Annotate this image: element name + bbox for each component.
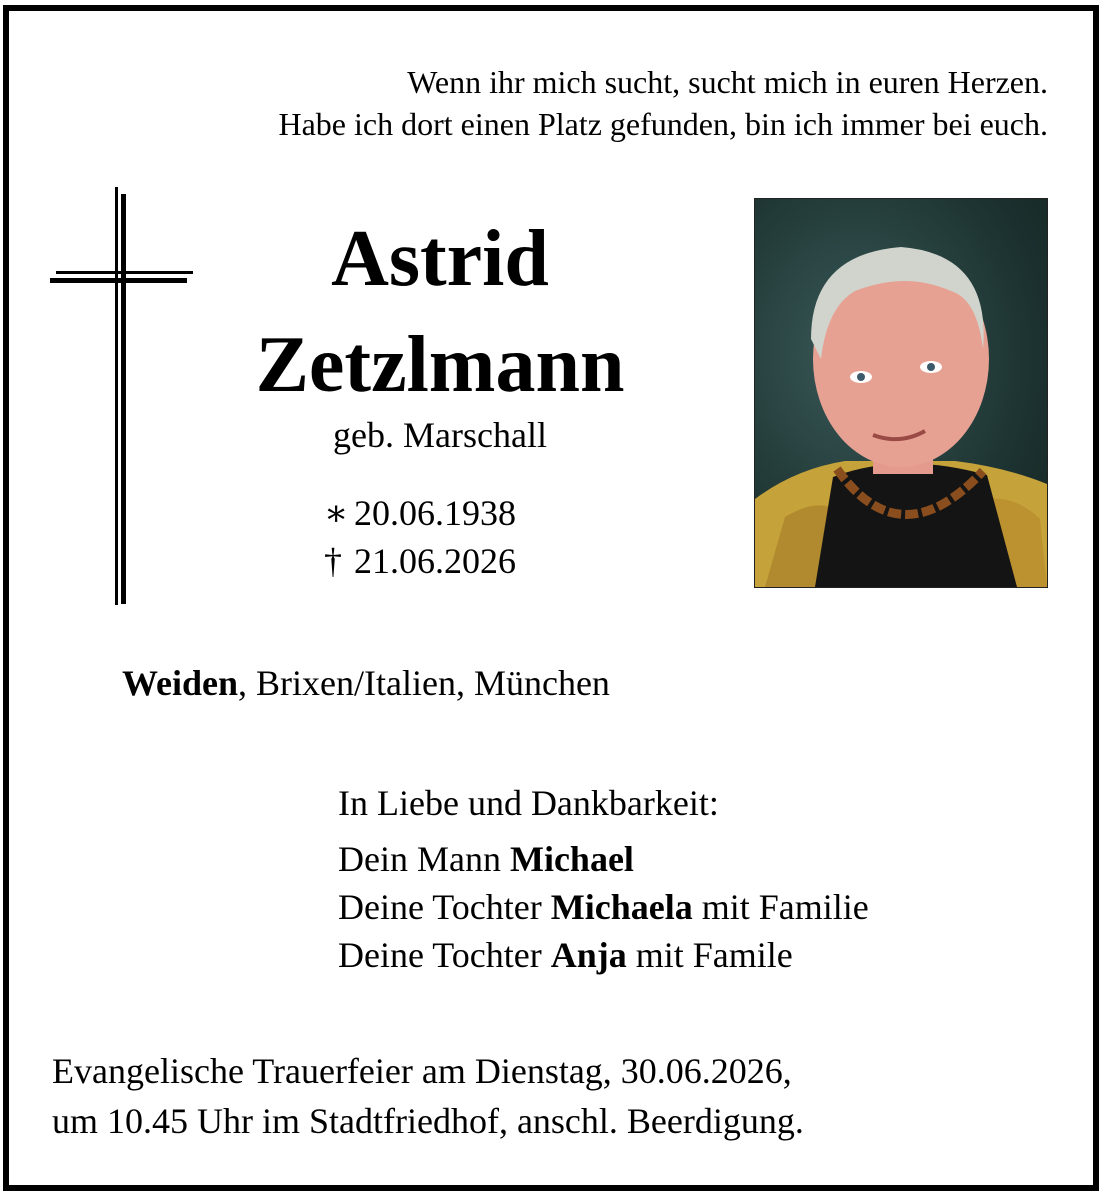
mourner-relation: Dein Mann: [338, 839, 510, 879]
dagger-icon: †: [324, 541, 342, 581]
birth-date-line: [324, 492, 516, 534]
mourner-name: Anja: [550, 935, 627, 975]
place-others: , Brixen/Italien, München: [238, 663, 610, 703]
quote-line-1: Wenn ihr mich sucht, sucht mich in euren Herzen.: [407, 64, 1048, 100]
mourner-name: Michaela: [550, 887, 693, 927]
last-name: Zetzlmann: [255, 321, 625, 409]
mourner-suffix: mit Familie: [692, 887, 869, 927]
death-date-line: [324, 540, 516, 582]
funeral-line-1: Evangelische Trauerfeier am Dienstag, 30.06.2026,: [52, 1051, 792, 1091]
birth-date: 20.06.1938: [354, 493, 516, 533]
mourner-line: [338, 836, 634, 882]
cross-vertical-thick: [121, 194, 126, 604]
mourner-line: [338, 884, 869, 930]
mourner-relation: Deine Tochter: [338, 935, 551, 975]
death-date: 21.06.2026: [354, 541, 516, 581]
mourner-suffix: mit Famile: [626, 935, 793, 975]
portrait-illustration: [755, 199, 1047, 587]
portrait-photo: [754, 198, 1048, 588]
cross-vertical-thin: [115, 187, 118, 605]
places-line: [122, 660, 610, 706]
place-primary: Weiden: [122, 663, 239, 703]
notice-frame: [3, 5, 1099, 1191]
asterisk-icon: ∗: [324, 493, 349, 533]
maiden-name: geb. Marschall: [333, 415, 547, 455]
funeral-line-2: um 10.45 Uhr im Stadtfriedhof, anschl. Beerdigung.: [52, 1101, 804, 1141]
first-name: Astrid: [331, 215, 549, 303]
mourners-intro: In Liebe und Dankbarkeit:: [338, 783, 719, 823]
mourner-line: [338, 932, 793, 978]
mourner-name: Michael: [509, 839, 634, 879]
mourner-relation: Deine Tochter: [338, 887, 551, 927]
quote-line-2: Habe ich dort einen Platz gefunden, bin ich immer bei euch.: [278, 106, 1048, 142]
